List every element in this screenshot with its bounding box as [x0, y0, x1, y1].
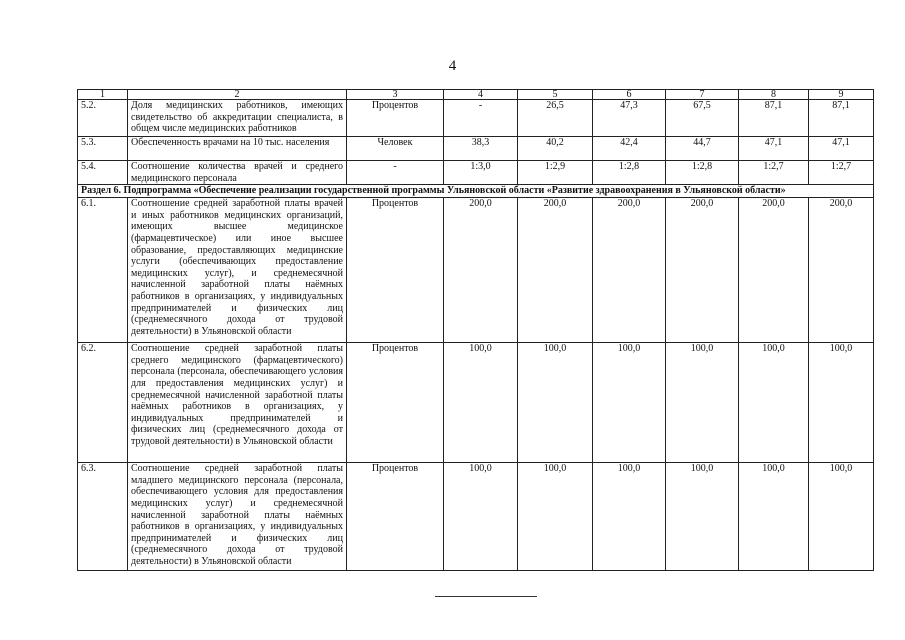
indicators-table [77, 89, 874, 571]
value-cell: 87,1 [809, 100, 874, 137]
value-cell: 100,0 [444, 463, 518, 571]
row-number: 6.3. [78, 463, 128, 571]
column-number: 2 [128, 90, 347, 100]
row-number: 6.2. [78, 343, 128, 463]
value-cell: 47,3 [593, 100, 666, 137]
value-cell: 40,2 [518, 137, 593, 161]
value-cell: 200,0 [593, 198, 666, 343]
column-number: 8 [739, 90, 809, 100]
value-cell: 100,0 [444, 343, 518, 463]
unit-cell: Процентов [347, 198, 444, 343]
value-cell: 100,0 [518, 463, 593, 571]
row-number: 6.1. [78, 198, 128, 343]
column-number: 6 [593, 90, 666, 100]
footer-divider [435, 596, 537, 597]
value-cell: 1:2,8 [666, 161, 739, 185]
table-row [78, 100, 874, 137]
value-cell: 1:2,8 [593, 161, 666, 185]
column-number: 3 [347, 90, 444, 100]
value-cell: 200,0 [739, 198, 809, 343]
column-number-row [78, 90, 874, 100]
value-cell: 100,0 [666, 343, 739, 463]
indicator-name: Обеспеченность врачами на 10 тыс. населения [128, 137, 347, 161]
value-cell: 100,0 [593, 343, 666, 463]
column-number: 1 [78, 90, 128, 100]
value-cell: 47,1 [739, 137, 809, 161]
table-row [78, 137, 874, 161]
unit-cell: Человек [347, 137, 444, 161]
column-number: 4 [444, 90, 518, 100]
value-cell: 1:2,7 [739, 161, 809, 185]
indicator-name: Соотношение средней заработной платы врачей и иных работников медицинских организаций, имеющих высшее медицинское (фармацевтическое) или иное высшее образование, предоставляющих медицинские услуги (обеспечивающих предоставление медицинских услуг), и среднемесячной начисленной заработной платы наёмных работников в организациях, у индивидуальных предпринимателей и физических лиц (среднемесячного дохода от трудовой деятельности) в Ульяновской области [128, 198, 347, 343]
indicator-name: Доля медицинских работников, имеющих свидетельство об аккредитации специалиста, в общем числе медицинских работников [128, 100, 347, 137]
table-row [78, 463, 874, 571]
value-cell: 1:3,0 [444, 161, 518, 185]
unit-cell: Процентов [347, 463, 444, 571]
value-cell: 200,0 [809, 198, 874, 343]
column-number: 7 [666, 90, 739, 100]
column-number: 9 [809, 90, 874, 100]
value-cell: 42,4 [593, 137, 666, 161]
indicator-name: Соотношение средней заработной платы среднего медицинского (фармацевтического) персонала (персонала, обеспечивающего условия для предоставления медицинских услуг) и среднемесячной начисленной заработной платы наёмных работников в организациях, у индивидуальных предпринимателей и физических лиц (среднемесячного дохода от трудовой деятельности) в Ульяновской области [128, 343, 347, 463]
value-cell: 47,1 [809, 137, 874, 161]
value-cell: 1:2,7 [809, 161, 874, 185]
value-cell: - [444, 100, 518, 137]
value-cell: 200,0 [666, 198, 739, 343]
unit-cell: Процентов [347, 343, 444, 463]
table-row [78, 343, 874, 463]
value-cell: 1:2,9 [518, 161, 593, 185]
row-number: 5.2. [78, 100, 128, 137]
column-number: 5 [518, 90, 593, 100]
value-cell: 38,3 [444, 137, 518, 161]
value-cell: 100,0 [518, 343, 593, 463]
table-row [78, 161, 874, 185]
value-cell: 44,7 [666, 137, 739, 161]
value-cell: 100,0 [809, 343, 874, 463]
value-cell: 100,0 [666, 463, 739, 571]
section-heading-row [78, 185, 874, 198]
value-cell: 200,0 [518, 198, 593, 343]
row-number: 5.4. [78, 161, 128, 185]
value-cell: 87,1 [739, 100, 809, 137]
value-cell: 100,0 [593, 463, 666, 571]
value-cell: 100,0 [739, 343, 809, 463]
page-number: 4 [448, 58, 457, 74]
section-heading: Раздел 6. Подпрограмма «Обеспечение реализации государственной программы Ульяновской области «Развитие здравоохранения в Ульяновской области» [78, 185, 874, 198]
value-cell: 100,0 [739, 463, 809, 571]
unit-cell: - [347, 161, 444, 185]
indicator-name: Соотношение средней заработной платы младшего медицинского персонала (персонала, обеспечивающего условия для предоставления медицинских услуг) и среднемесячной начисленной заработной платы наёмных работников в организациях, у индивидуальных предпринимателей и физических лиц (среднемесячного дохода от трудовой деятельности) в Ульяновской области [128, 463, 347, 571]
table-row [78, 198, 874, 343]
value-cell: 100,0 [809, 463, 874, 571]
row-number: 5.3. [78, 137, 128, 161]
value-cell: 26,5 [518, 100, 593, 137]
indicator-name: Соотношение количества врачей и среднего медицинского персонала [128, 161, 347, 185]
value-cell: 200,0 [444, 198, 518, 343]
unit-cell: Процентов [347, 100, 444, 137]
value-cell: 67,5 [666, 100, 739, 137]
